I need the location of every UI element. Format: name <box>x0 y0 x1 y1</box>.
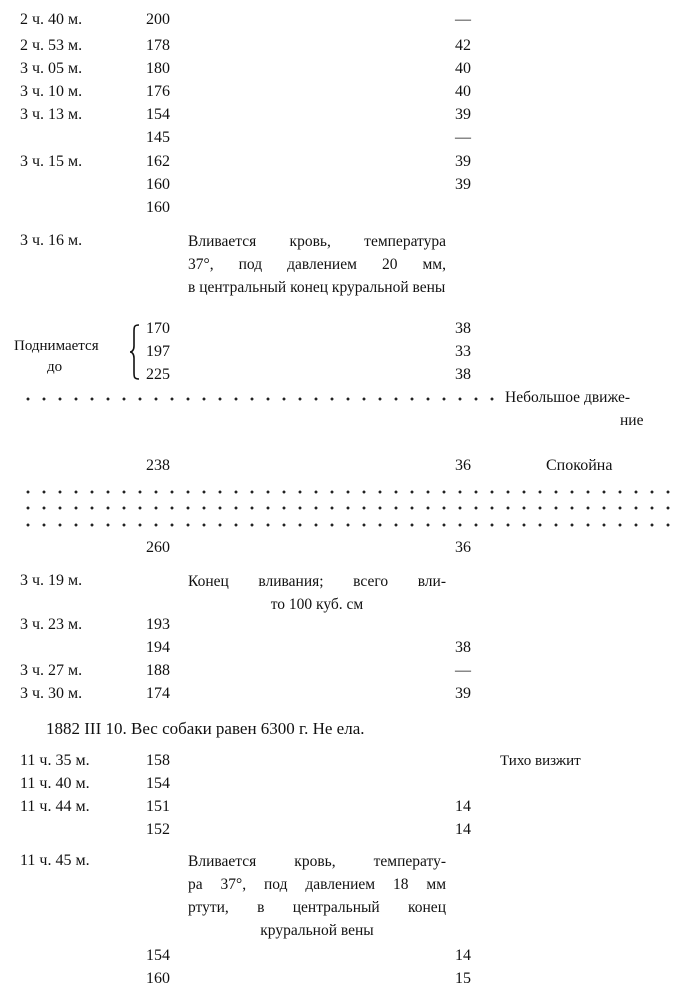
row-pressure: 152 <box>146 821 170 838</box>
rise-label-suffix: до <box>47 359 63 375</box>
row-rate: 14 <box>455 821 471 838</box>
row-pressure: 145 <box>146 129 170 146</box>
row-rate: — <box>455 129 471 146</box>
row-time: 3 ч. 15 м. <box>20 153 83 170</box>
row-pressure: 176 <box>146 83 170 100</box>
note-line: ртути, в центральный конец <box>188 899 446 916</box>
dotted-separator <box>20 505 670 511</box>
curly-brace-icon <box>129 324 141 380</box>
row-time: 11 ч. 40 м. <box>20 775 90 792</box>
note-line: ра 37°, под давлением 18 мм <box>188 876 446 893</box>
dotted-leader <box>20 396 500 402</box>
row-time: 11 ч. 35 м. <box>20 752 90 769</box>
row-rate: — <box>455 662 471 679</box>
row-time: 3 ч. 05 м. <box>20 60 83 77</box>
row-pressure: 151 <box>146 798 170 815</box>
row-pressure: 238 <box>146 457 170 474</box>
row-rate: 39 <box>455 685 471 702</box>
row-time: 2 ч. 53 м. <box>20 37 83 54</box>
row-time: 11 ч. 44 м. <box>20 798 90 815</box>
row-pressure: 194 <box>146 639 170 656</box>
row-rate: — <box>455 11 471 28</box>
rise-label: Поднимается <box>14 338 99 354</box>
row-pressure: 188 <box>146 662 170 679</box>
row-rate: 36 <box>455 539 471 556</box>
note-line: то 100 куб. см <box>270 596 364 613</box>
row-rate: 14 <box>455 947 471 964</box>
rise-pressure: 225 <box>146 366 170 383</box>
row-rate: 38 <box>455 639 471 656</box>
row-rate: 40 <box>455 60 471 77</box>
row-time: 3 ч. 27 м. <box>20 662 83 679</box>
infusion-time: 3 ч. 16 м. <box>20 232 83 249</box>
dotted-separator <box>20 489 670 495</box>
row-pressure: 154 <box>146 106 170 123</box>
row-pressure: 162 <box>146 153 170 170</box>
row-pressure: 154 <box>146 775 170 792</box>
rise-rate: 33 <box>455 343 471 360</box>
row-rate: 39 <box>455 153 471 170</box>
row-pressure: 160 <box>146 176 170 193</box>
row-rate: 42 <box>455 37 471 54</box>
infusion-end-time: 3 ч. 19 м. <box>20 572 83 589</box>
row-time: 3 ч. 23 м. <box>20 616 83 633</box>
movement-note: Небольшое движе- <box>505 389 630 406</box>
note-line: в центральный конец круральной вены <box>188 279 446 296</box>
note-line: круральной вены <box>260 922 374 939</box>
row-pressure: 160 <box>146 199 170 216</box>
row-pressure: 160 <box>146 970 170 987</box>
row-time: 3 ч. 10 м. <box>20 83 83 100</box>
dotted-separator <box>20 522 670 528</box>
row-rate: 14 <box>455 798 471 815</box>
row-pressure: 180 <box>146 60 170 77</box>
row-rate: 36 <box>455 457 471 474</box>
row-pressure: 193 <box>146 616 170 633</box>
row-pressure: 178 <box>146 37 170 54</box>
row-rate: 15 <box>455 970 471 987</box>
row-pressure: 200 <box>146 11 170 28</box>
row-pressure: 174 <box>146 685 170 702</box>
experiment-heading: 1882 III 10. Вес собаки равен 6300 г. Не ела. <box>46 719 365 738</box>
row-pressure: 158 <box>146 752 170 769</box>
row-time: 3 ч. 13 м. <box>20 106 83 123</box>
note-line: 37°, под давлением 20 мм, <box>188 256 446 273</box>
row-time: 2 ч. 40 м. <box>20 11 83 28</box>
infusion-time: 11 ч. 45 м. <box>20 852 90 869</box>
row-rate: 40 <box>455 83 471 100</box>
rise-pressure: 197 <box>146 343 170 360</box>
note-line: Вливается кровь, температу- <box>188 853 446 870</box>
row-note: Спокойна <box>546 457 613 474</box>
row-rate: 39 <box>455 176 471 193</box>
rise-pressure: 170 <box>146 320 170 337</box>
row-rate: 39 <box>455 106 471 123</box>
infusion-note <box>188 850 446 942</box>
infusion-end-note <box>188 570 446 616</box>
rise-rate: 38 <box>455 366 471 383</box>
row-pressure: 260 <box>146 539 170 556</box>
note-line: Вливается кровь, температура <box>188 233 446 250</box>
row-note: Тихо визжит <box>500 753 581 769</box>
rise-rate: 38 <box>455 320 471 337</box>
row-time: 3 ч. 30 м. <box>20 685 83 702</box>
movement-note-cont: ние <box>620 412 644 429</box>
row-pressure: 154 <box>146 947 170 964</box>
infusion-note <box>188 230 446 299</box>
note-line: Конец вливания; всего вли- <box>188 573 446 590</box>
